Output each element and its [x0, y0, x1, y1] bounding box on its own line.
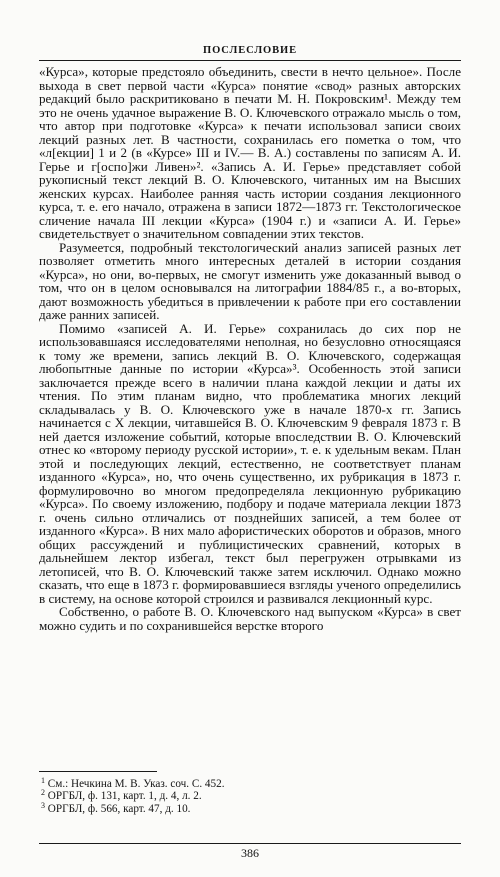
footnote-rule — [39, 771, 157, 772]
paragraph-3: Помимо «записей А. И. Герье» сохранилась до сих пор не использовавшаяся исследователями неполная, но безусловно относящаяся к тому же времени, запись лекций В. О. Ключевского, содержащая любопытные данные по истории «Курса»³. Особенность этой записи заключается прежде всего в наличии плана каждой лекции и даты их чтения. По этим планам видно, что проблематика многих лекций складывалась у В. О. Ключевского уже в начале 1870-х гг. Запись начинается с X лекции, читавшейся В. О. Ключевским 9 февраля 1873 г. В ней дается изложение событий, которые впоследствии В. О. Ключевский отнес ко «второму периоду русской истории», т. е. к удельным векам. План этой и последующих лекций, естественно, не соответствует планам изданного «Курса», но, что очень существенно, их рубрикация в 1873 г. формулировочно во многом предопределяла лекционную рубрикацию «Курса». По своему изложению, подбору и подаче материала лекции 1873 г. очень сильно отличались от позднейших записей, а тем более от изданного «Курса». В них мало афористических оборотов и образов, много общих рассуждений и публицистических сравнений, которых в дальнейшем лектор избегал, текст был перегружен отрывками из летописей, что В. О. Ключевский также затем исключил. Однако можно сказать, что еще в 1873 г. формировавшиеся взгляды ученого определились в систему, на основе которой строился и развивался лекционный курс. — [39, 320, 461, 606]
paragraph-2: Разумеется, подробный текстологический анализ записей разных лет позволяет отметить много интересных деталей в истории создания «Курса», но они, во-первых, не смогут изменить уже доказанный вывод о том, что он в целом основывался на литографии 1884/85 г., а во-вторых, дают возможность убедиться в привлечении к работе при его составлении даже ранних записей. — [39, 239, 461, 322]
page-number: 386 — [241, 846, 259, 860]
footnote-text: ОРГБЛ, ф. 566, карт. 47, д. 10. — [47, 802, 191, 815]
running-header: ПОСЛЕСЛОВИЕ — [203, 45, 297, 56]
paragraph-1: «Курса», которые предстояло объединить, свести в нечто цельное». После выхода в свет первой части «Курса» понятие «свод» разных авторских редакций было раскритиковано в печати М. Н. Покровским¹. Между тем это не очень удачное выражение В. О. Ключевского отражало мысль о том, что автор при подготовке «Курса» к печати использовал записи своих лекций разных лет. В частности, сохранилась его пометка о том, что «л[екции] 1 и 2 (в «Курсе» III и IV.— В. А.) составлены по записям А. И. Герье и г[оспо]жи Ливен»². «Запись А. И. Герье» представляет собой рукописный текст лекций В. О. Ключевского, читанных им на Высших женских курсах. Наиболее ранняя часть истории создания лекционного курса, т. е. его начало, отражена в записи 1872—1873 гг. Текстологическое сличение начала III лекции «Курса» (1904 г.) и «записи А. И. Герье» свидетельствует о значительном совпадении этих текстов. — [39, 64, 461, 241]
footnote-text: ОРГБЛ, ф. 131, карт. 1, д. 4, л. 2. — [47, 790, 202, 803]
header-rule — [39, 60, 461, 61]
footnote-mark: 1 — [41, 776, 45, 785]
main-text — [39, 65, 461, 632]
footnote-text: См.: Нечкина М. В. Указ. соч. С. 452. — [47, 778, 225, 790]
footer-rule — [39, 843, 461, 844]
footnote-mark: 2 — [41, 788, 45, 798]
footnote-2 — [39, 790, 461, 802]
footnotes — [39, 771, 461, 815]
footnote-1 — [39, 778, 461, 790]
paragraph-4: Собственно, о работе В. О. Ключевского над выпуском «Курса» в свет можно судить и по сохранившейся верстке второго — [39, 604, 461, 633]
footnote-mark: 3 — [41, 800, 45, 810]
footnote-3 — [39, 800, 461, 815]
